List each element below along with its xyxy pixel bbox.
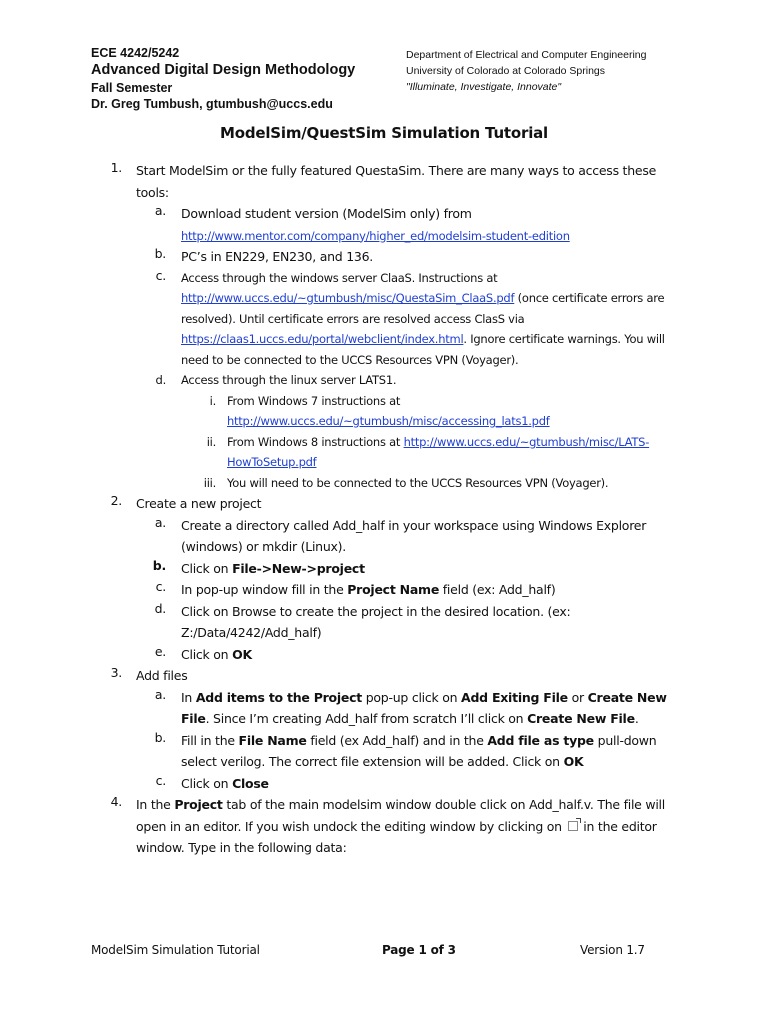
substep-text: Access through the windows server ClaaS. Instructions at [181,270,498,285]
course-number: ECE 4242/5242 [91,46,180,60]
field-name: File Name [238,732,307,748]
step-3b [0,730,768,773]
step-text: In the [136,797,175,812]
step-text: Add files [136,668,188,683]
university: University of Colorado at Colorado Springs [406,65,606,77]
claas-portal-link[interactable]: https://claas1.uccs.edu/portal/webclient/index.html [181,332,464,346]
substep-text: Click on [181,646,233,662]
lats1-win8-link[interactable]: http://www.uccs.edu/~gtumbush/misc/LATS-HowToSetup.pdf [227,434,650,469]
footer-doc-title: ModelSim Simulation Tutorial [91,943,260,957]
undock-icon [568,821,578,831]
dialog-name: Add items to the Project [195,689,362,705]
step-text: tab of the main modelsim window double click on Add_half.v. The file will open in an editor. If you wish undock the editing window by clicking on [136,797,665,834]
substep-text: Fill in the [181,732,239,748]
roman-numeral: i. [209,393,216,408]
substep-letter: a. [154,686,166,702]
substep-text: Access through the linux server LATS1. [181,373,397,387]
step-number: 1. [110,160,122,175]
step-1c [0,268,768,371]
tutorial-body [0,160,768,859]
step-text: Create a new project [136,496,262,511]
step-2c [0,579,768,601]
substep-text: In [181,689,196,705]
substep-text: From Windows 8 instructions at [227,434,404,449]
step-2 [0,493,768,515]
substep-text: You will need to be connected to the UCCS Resources VPN (Voyager). [227,475,609,490]
field-name: Add file as type [487,732,594,748]
option-name: Add Exiting File [461,689,568,705]
substep-letter: b. [154,246,166,261]
lats1-win7-link[interactable]: http://www.uccs.edu/~gtumbush/misc/accessing_lats1.pdf [227,414,550,428]
substep-text: or [567,689,588,705]
page-title: ModelSim/QuestSim Simulation Tutorial [219,124,548,142]
step-1 [0,160,768,203]
substep-text: . Ignore certificate warnings. You will need to be connected to the UCCS Resources VPN (Voyager). [181,332,665,367]
substep-text: pop-up click on [362,689,462,705]
substep-text: Click on [181,560,233,576]
menu-path: File->New->project [232,560,365,576]
substep-text: field (ex Add_half) and in the [306,732,488,748]
questasim-claas-link[interactable]: http://www.uccs.edu/~gtumbush/misc/QuestaSim_ClaaS.pdf [181,291,515,305]
substep-text: PC’s in EN229, EN230, and 136. [181,249,374,264]
substep-text: From Windows 7 instructions at [227,393,401,408]
step-number: 2. [110,493,122,508]
instructor: Dr. Greg Tumbush, gtumbush@uccs.edu [91,97,333,111]
step-1a [0,203,768,246]
substep-text: Click on [181,775,233,791]
roman-numeral: iii. [203,475,216,490]
department-header [406,47,646,95]
substep-text: field (ex: Add_half) [439,582,556,597]
step-1d-i [0,391,768,432]
substep-letter: e. [154,643,166,659]
modelsim-download-link[interactable]: http://www.mentor.com/company/higher_ed/modelsim-student-edition [181,228,570,243]
step-2a [0,515,768,558]
button-name: OK [232,646,252,662]
semester: Fall Semester [91,81,173,95]
step-number: 3. [110,665,122,680]
department: Department of Electrical and Computer Engineering [406,49,647,61]
roman-numeral: ii. [206,434,216,449]
substep-text: In pop-up window fill in the [181,582,348,597]
step-2e [0,644,768,666]
substep-text: . Since I’m creating Add_half from scratch I’ll click on [205,711,528,726]
step-3 [0,665,768,687]
substep-letter: b. [154,729,166,745]
step-3c [0,773,768,795]
step-4 [0,794,768,859]
substep-letter: c. [155,579,166,594]
substep-letter: c. [155,267,166,283]
substep-text: . [634,711,639,726]
substep-letter: b. [152,557,166,573]
substep-text: Download student version (ModelSim only) from [181,206,472,221]
option-name: Create New File [527,711,635,726]
step-1d [0,370,768,391]
step-2b [0,558,768,580]
substep-letter: d. [155,373,166,387]
step-1d-iii [0,473,768,494]
step-1b [0,246,768,268]
step-3a [0,687,768,730]
field-name: Project Name [347,582,440,597]
course-title: Advanced Digital Design Methodology [91,62,356,78]
tab-name: Project [174,797,223,812]
substep-text: (once certificate errors are resolved). Until certificate errors are resolved access ClasS via [181,291,665,326]
substep-letter: c. [155,772,166,788]
option-name: Create New File [181,689,667,726]
substep-letter: a. [154,203,166,218]
substep-text: pull-down select verilog. The correct file extension will be added. Click on [181,732,657,769]
button-name: Close [232,775,269,791]
step-text: Start ModelSim or the fully featured QuestaSim. There are many ways to access these tools: [136,163,657,200]
button-name: OK [563,754,584,769]
step-number: 4. [110,794,122,809]
substep-letter: d. [154,600,166,616]
step-1d-ii [0,432,768,473]
motto: "Illuminate, Investigate, Innovate" [406,81,562,93]
page-number: Page 1 of 3 [382,943,456,957]
substep-text: Click on Browse to create the project in the desired location. (ex: Z:/Data/4242/Add_half) [181,603,571,640]
substep-letter: a. [154,514,166,530]
step-text: in the editor window. Type in the following data: [136,818,657,855]
substep-text: Create a directory called Add_half in your workspace using Windows Explorer (windows) or mkdir (Linux). [181,517,647,554]
course-header [91,45,355,112]
step-2d [0,601,768,644]
version-label: Version 1.7 [580,943,645,957]
